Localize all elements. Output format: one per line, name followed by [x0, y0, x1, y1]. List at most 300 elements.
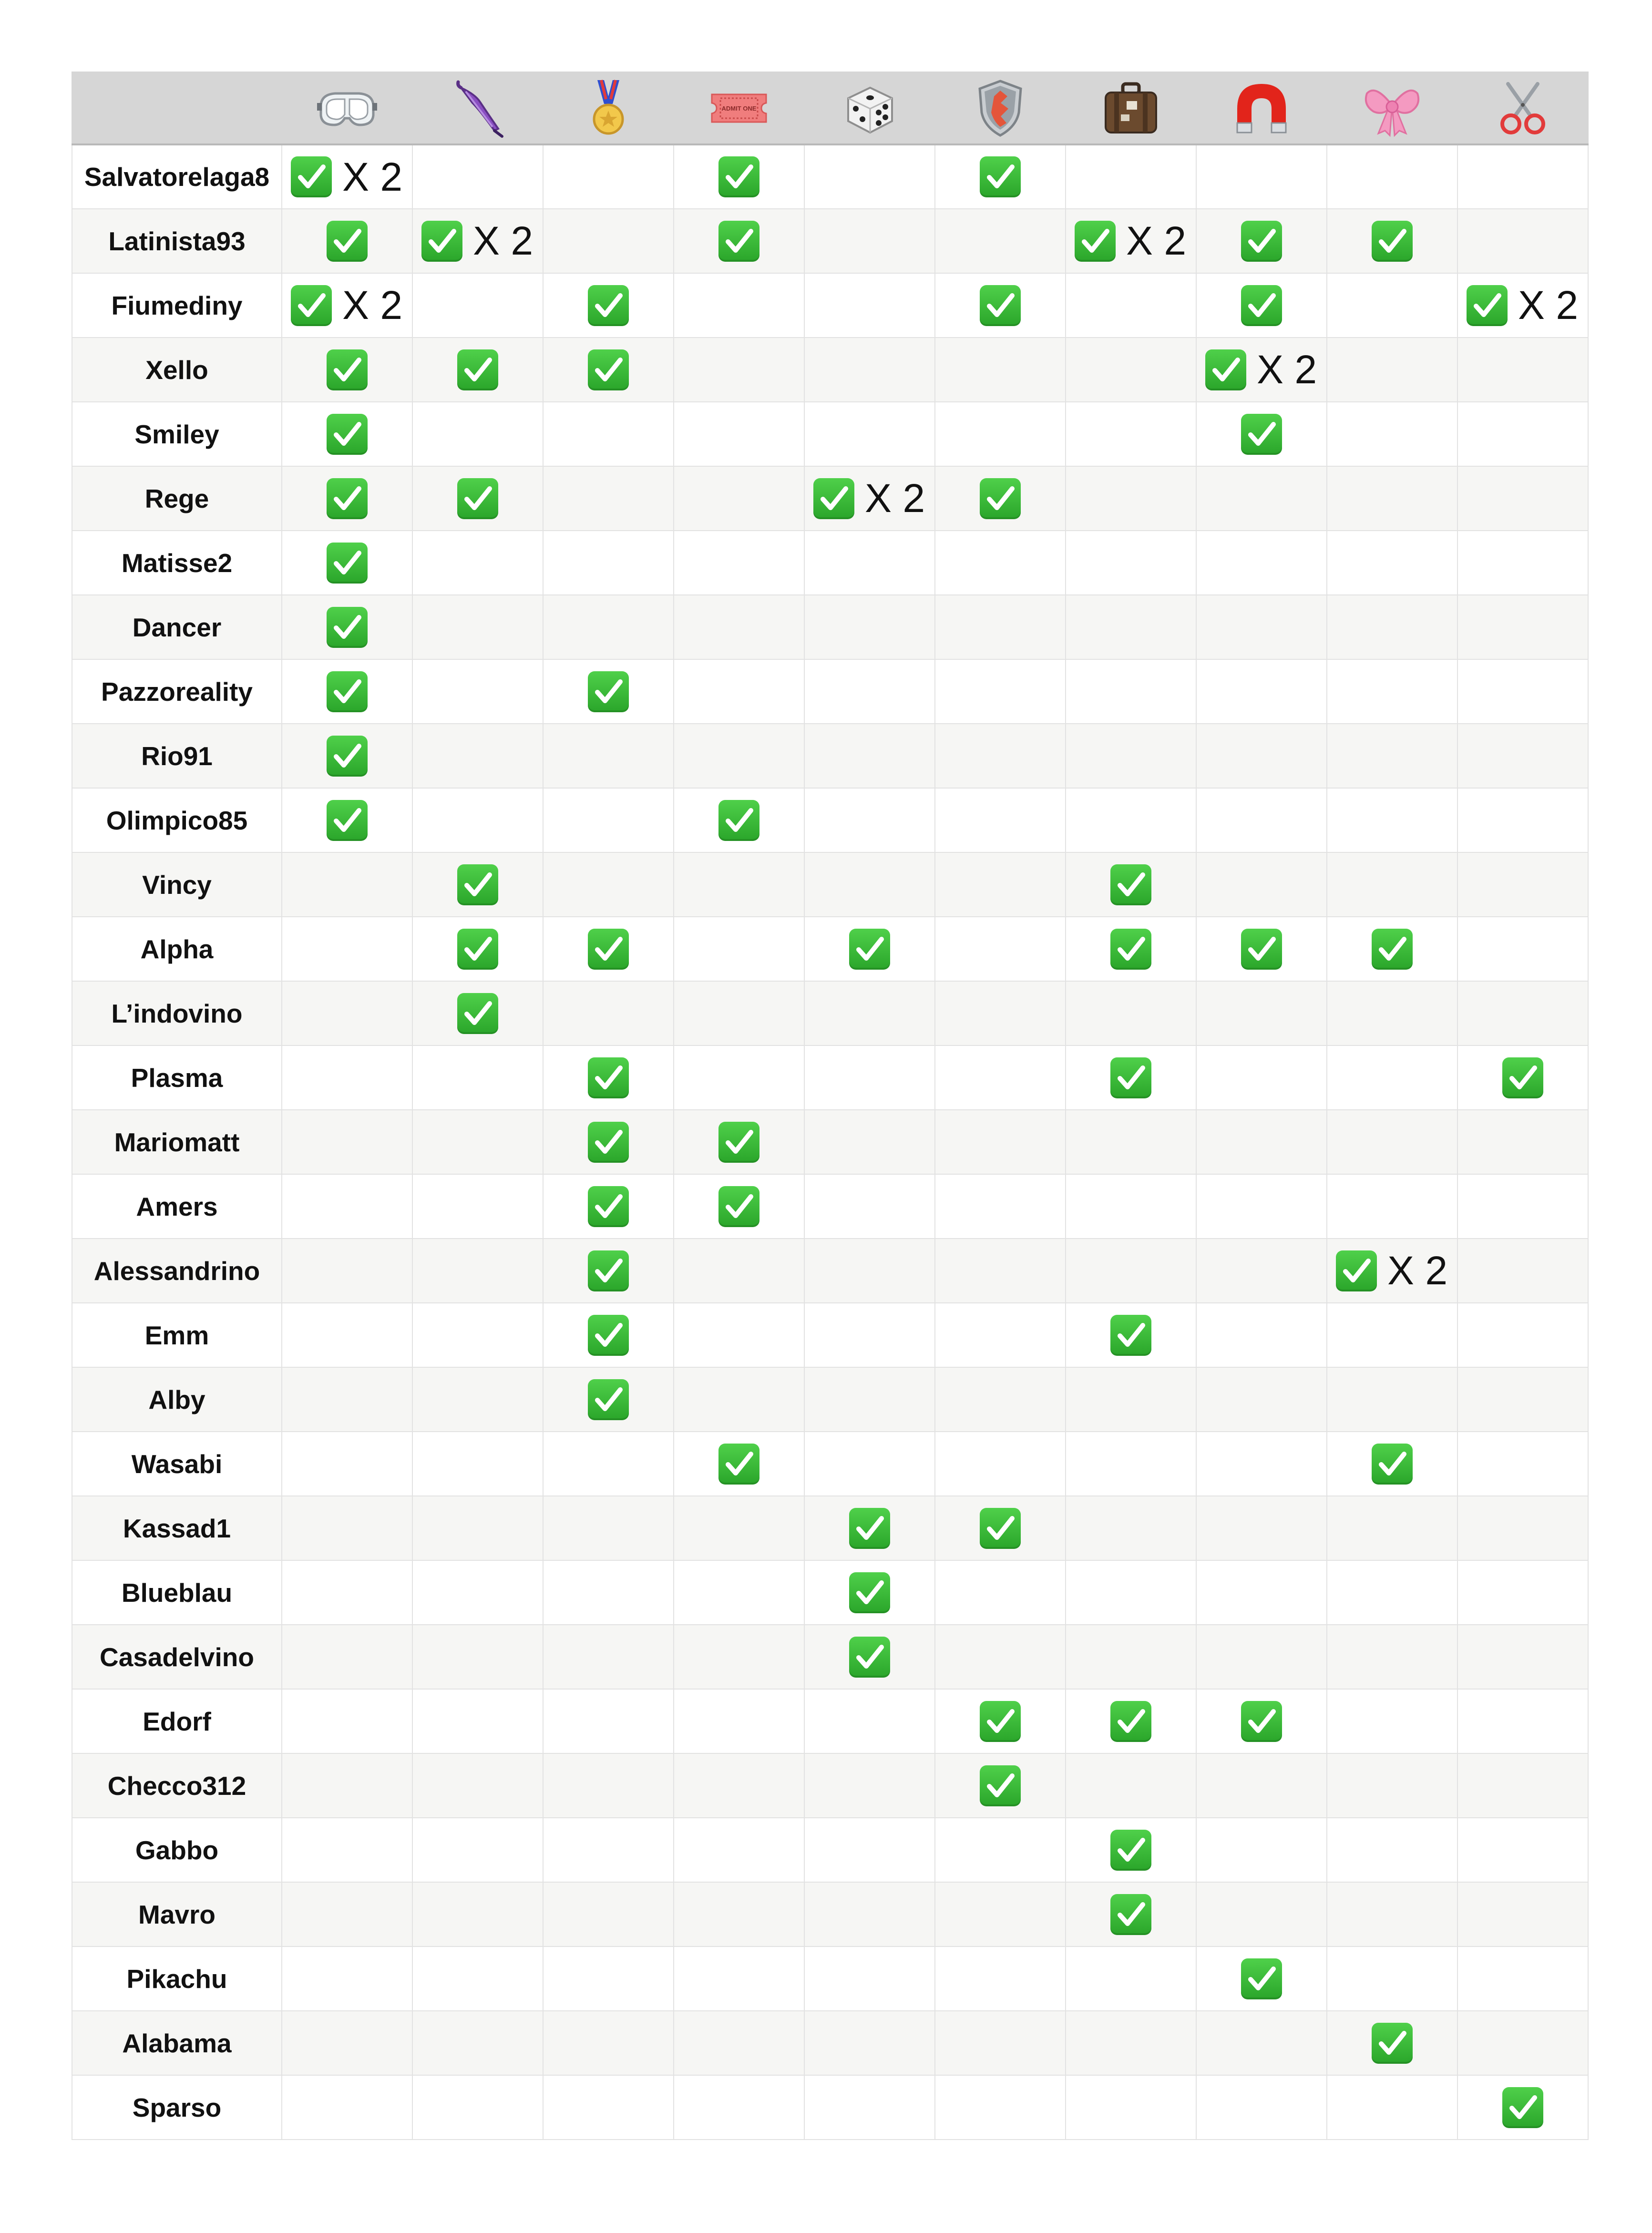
ribbon-bow-icon — [1361, 77, 1423, 139]
checkmark-icon — [718, 1186, 759, 1227]
checkmark-icon — [1241, 1958, 1282, 1999]
table-row — [72, 402, 1588, 466]
checkmark-icon — [457, 349, 498, 390]
table-cell — [1196, 1882, 1327, 1946]
table-cell — [1327, 2011, 1457, 2075]
table-cell — [935, 981, 1066, 1045]
table-cell — [543, 724, 674, 788]
table-cell — [1066, 273, 1196, 338]
table-row — [72, 1432, 1588, 1496]
table-row — [72, 724, 1588, 788]
checkmark-icon — [457, 478, 498, 519]
checkmark-icon — [980, 285, 1021, 326]
checkmark-icon — [588, 929, 629, 970]
table-cell — [1196, 595, 1327, 659]
table-cell — [1196, 1367, 1327, 1432]
player-name: Olimpico85 — [72, 788, 282, 852]
table-cell — [935, 2075, 1066, 2140]
checkmark-icon — [327, 221, 368, 262]
table-cell — [674, 1496, 804, 1560]
table-cell — [1196, 209, 1327, 273]
column-header-ticket — [674, 72, 804, 144]
table-row — [72, 852, 1588, 917]
table-cell — [1327, 2075, 1457, 2140]
table-row — [72, 1753, 1588, 1818]
checkmark-icon — [327, 671, 368, 712]
table-cell — [1457, 1432, 1588, 1496]
table-cell — [1196, 466, 1327, 531]
checkmark-icon — [1110, 929, 1151, 970]
table-cell — [1327, 466, 1457, 531]
checkmark-icon — [718, 156, 759, 197]
table-cell — [1196, 2075, 1327, 2140]
column-header-goggles — [282, 72, 412, 144]
table-cell — [1196, 917, 1327, 981]
table-cell — [1457, 1818, 1588, 1882]
table-cell — [412, 402, 543, 466]
table-row — [72, 1045, 1588, 1110]
table-cell — [1327, 338, 1457, 402]
table-cell — [1327, 981, 1457, 1045]
table-cell — [1196, 1432, 1327, 1496]
table-cell — [282, 1625, 412, 1689]
table-row — [72, 788, 1588, 852]
table-row — [72, 1496, 1588, 1560]
table-cell — [1457, 1753, 1588, 1818]
shield-icon — [969, 77, 1031, 139]
table-cell — [1327, 1625, 1457, 1689]
checkmark-icon — [588, 1186, 629, 1227]
checkmark-icon — [588, 1315, 629, 1356]
table-cell — [543, 788, 674, 852]
table-cell — [1066, 1818, 1196, 1882]
multiplier-label: X 2 — [1387, 1248, 1448, 1293]
table-cell — [1066, 2011, 1196, 2075]
table-cell — [1457, 981, 1588, 1045]
table-row — [72, 1367, 1588, 1432]
table-cell — [804, 2011, 935, 2075]
checkmark-icon — [1110, 864, 1151, 905]
table-cell — [1457, 1110, 1588, 1174]
table-cell — [1196, 402, 1327, 466]
checkmark-icon — [1110, 1830, 1151, 1871]
player-name: Pazzoreality — [72, 659, 282, 724]
table-cell — [1066, 2075, 1196, 2140]
table-cell — [804, 852, 935, 917]
table-cell — [282, 981, 412, 1045]
table-cell — [1066, 338, 1196, 402]
table-cell — [935, 1946, 1066, 2011]
table-cell — [543, 1946, 674, 2011]
table-cell — [935, 531, 1066, 595]
table-cell — [543, 466, 674, 531]
table-cell — [1457, 1239, 1588, 1303]
table-row — [72, 1239, 1588, 1303]
table-row — [72, 273, 1588, 338]
checkmark-icon — [588, 349, 629, 390]
table-cell — [1327, 1689, 1457, 1753]
table-cell — [543, 1689, 674, 1753]
player-name: Fiumediny — [72, 273, 282, 338]
table-cell — [543, 2075, 674, 2140]
table-cell — [935, 1045, 1066, 1110]
table-cell — [1066, 1239, 1196, 1303]
table-cell — [804, 1303, 935, 1367]
table-cell — [412, 1110, 543, 1174]
table-cell — [804, 1560, 935, 1625]
table-cell — [674, 1625, 804, 1689]
player-name: Sparso — [72, 2075, 282, 2140]
table-cell — [804, 981, 935, 1045]
table-cell — [1457, 1560, 1588, 1625]
table-cell — [543, 338, 674, 402]
player-name: Alessandrino — [72, 1239, 282, 1303]
table-cell — [1196, 1689, 1327, 1753]
table-cell — [543, 1753, 674, 1818]
table-row — [72, 338, 1588, 402]
dice-icon — [839, 77, 901, 139]
table-cell — [282, 144, 412, 209]
table-cell — [1196, 1045, 1327, 1110]
table-cell — [1196, 273, 1327, 338]
table-cell — [1327, 1432, 1457, 1496]
table-cell — [1327, 144, 1457, 209]
table-cell — [674, 595, 804, 659]
table-cell — [282, 1560, 412, 1625]
player-name: Dancer — [72, 595, 282, 659]
table-cell — [412, 209, 543, 273]
checkmark-icon — [1241, 285, 1282, 326]
table-cell — [804, 531, 935, 595]
table-cell — [935, 144, 1066, 209]
table-row — [72, 1818, 1588, 1882]
table-cell — [674, 1753, 804, 1818]
player-name: Emm — [72, 1303, 282, 1367]
table-cell — [1457, 1946, 1588, 2011]
checkmark-icon — [1502, 1057, 1543, 1098]
table-cell — [1066, 1882, 1196, 1946]
table-cell — [543, 1367, 674, 1432]
player-name: Xello — [72, 338, 282, 402]
table-cell — [1196, 724, 1327, 788]
table-cell — [804, 1625, 935, 1689]
table-cell — [1066, 1946, 1196, 2011]
player-name: Mariomatt — [72, 1110, 282, 1174]
multiplier-label: X 2 — [342, 283, 403, 328]
table-cell — [804, 1110, 935, 1174]
table-cell — [1457, 852, 1588, 917]
checkmark-icon — [813, 478, 854, 519]
table-cell — [1457, 917, 1588, 981]
table-cell — [412, 1818, 543, 1882]
table-cell — [935, 1174, 1066, 1239]
table-row — [72, 1946, 1588, 2011]
table-cell — [1327, 1882, 1457, 1946]
table-cell — [282, 917, 412, 981]
table-cell — [674, 531, 804, 595]
player-name: Checco312 — [72, 1753, 282, 1818]
table-cell — [935, 466, 1066, 531]
column-header-ribbon-bow — [1327, 72, 1457, 144]
checkmark-icon — [1467, 285, 1508, 326]
table-cell — [1457, 531, 1588, 595]
checkmark-icon — [1241, 1701, 1282, 1742]
table-row — [72, 1689, 1588, 1753]
table-cell — [412, 1239, 543, 1303]
table-cell — [804, 1946, 935, 2011]
table-cell — [1066, 917, 1196, 981]
table-cell — [674, 852, 804, 917]
table-cell — [935, 852, 1066, 917]
table-cell — [1196, 1303, 1327, 1367]
player-name: Edorf — [72, 1689, 282, 1753]
table-row — [72, 1303, 1588, 1367]
table-cell — [804, 209, 935, 273]
table-cell — [804, 273, 935, 338]
table-cell — [1457, 338, 1588, 402]
table-cell — [1196, 1946, 1327, 2011]
table-cell — [674, 1432, 804, 1496]
table-cell — [935, 1753, 1066, 1818]
table-body — [72, 144, 1588, 2140]
checkmark-icon — [588, 285, 629, 326]
checkmark-icon — [1075, 221, 1116, 262]
table-cell — [412, 1689, 543, 1753]
table-cell — [1457, 144, 1588, 209]
table-cell — [282, 1689, 412, 1753]
table-cell — [1327, 1367, 1457, 1432]
table-cell — [282, 2011, 412, 2075]
table-cell — [1327, 852, 1457, 917]
checkmark-icon — [291, 156, 332, 197]
table-cell — [412, 917, 543, 981]
table-cell — [935, 2011, 1066, 2075]
table-cell — [804, 595, 935, 659]
column-header-magnet — [1196, 72, 1327, 144]
table-cell — [282, 1174, 412, 1239]
table-cell — [1066, 466, 1196, 531]
checkmark-icon — [980, 1508, 1021, 1549]
table-row — [72, 1882, 1588, 1946]
table-cell — [804, 1045, 935, 1110]
table-cell — [1457, 273, 1588, 338]
table-cell — [804, 724, 935, 788]
table-cell — [804, 1882, 935, 1946]
checkmark-icon — [1110, 1057, 1151, 1098]
player-name: Alpha — [72, 917, 282, 981]
checkmark-icon — [718, 1122, 759, 1163]
table-cell — [412, 2011, 543, 2075]
column-header-medal — [543, 72, 674, 144]
table-cell — [543, 1174, 674, 1239]
table-cell — [674, 338, 804, 402]
player-name: Alabama — [72, 2011, 282, 2075]
table-cell — [935, 1432, 1066, 1496]
table-row — [72, 144, 1588, 209]
table-cell — [674, 402, 804, 466]
column-header-shield — [935, 72, 1066, 144]
checkmark-icon — [980, 478, 1021, 519]
table-cell — [1196, 788, 1327, 852]
table-cell — [282, 1239, 412, 1303]
table-cell — [1327, 917, 1457, 981]
table-cell — [1066, 659, 1196, 724]
table-cell — [1327, 595, 1457, 659]
checkmark-icon — [588, 1057, 629, 1098]
checkmark-icon — [718, 221, 759, 262]
checkmark-icon — [849, 1637, 890, 1678]
table-cell — [674, 2011, 804, 2075]
table-cell — [674, 659, 804, 724]
column-header-scissors — [1457, 72, 1588, 144]
table-cell — [282, 402, 412, 466]
table-cell — [412, 981, 543, 1045]
table-row — [72, 917, 1588, 981]
table-cell — [804, 1367, 935, 1432]
checkmark-icon — [588, 1379, 629, 1420]
table-cell — [1196, 1110, 1327, 1174]
table-cell — [412, 1946, 543, 2011]
table-cell — [1066, 852, 1196, 917]
table-cell — [412, 144, 543, 209]
table-cell — [1066, 1303, 1196, 1367]
table-cell — [1066, 402, 1196, 466]
table-cell — [543, 1432, 674, 1496]
table-cell — [282, 1753, 412, 1818]
checkmark-icon — [1241, 221, 1282, 262]
table-cell — [412, 1560, 543, 1625]
table-cell — [1327, 659, 1457, 724]
table-row — [72, 1174, 1588, 1239]
checkmark-icon — [980, 1701, 1021, 1742]
table-cell — [1066, 531, 1196, 595]
table-cell — [1327, 1946, 1457, 2011]
table-row — [72, 981, 1588, 1045]
checkmark-icon — [327, 349, 368, 390]
table-cell — [412, 2075, 543, 2140]
table-cell — [1327, 1560, 1457, 1625]
player-name: Kassad1 — [72, 1496, 282, 1560]
player-name: Latinista93 — [72, 209, 282, 273]
table-cell — [1327, 273, 1457, 338]
table-cell — [804, 2075, 935, 2140]
table-cell — [1457, 1174, 1588, 1239]
table-cell — [935, 917, 1066, 981]
checkmark-icon — [588, 1122, 629, 1163]
table-cell — [543, 981, 674, 1045]
checkmark-icon — [291, 285, 332, 326]
table-cell — [674, 1882, 804, 1946]
table-cell — [935, 209, 1066, 273]
player-name: Matisse2 — [72, 531, 282, 595]
table-row — [72, 2011, 1588, 2075]
table-cell — [1196, 981, 1327, 1045]
player-name: Smiley — [72, 402, 282, 466]
table-cell — [674, 1367, 804, 1432]
table-cell — [935, 1818, 1066, 1882]
table-cell — [412, 724, 543, 788]
table-cell — [804, 338, 935, 402]
table-cell — [1196, 1753, 1327, 1818]
table-cell — [935, 402, 1066, 466]
table-cell — [412, 1625, 543, 1689]
checkmark-icon — [327, 736, 368, 777]
table-cell — [1066, 1753, 1196, 1818]
table-cell — [412, 788, 543, 852]
table-cell — [674, 466, 804, 531]
table-cell — [804, 1496, 935, 1560]
table-cell — [412, 531, 543, 595]
table-cell — [282, 1045, 412, 1110]
table-cell — [1066, 1045, 1196, 1110]
table-cell — [543, 209, 674, 273]
table-cell — [935, 1496, 1066, 1560]
table-cell — [543, 1560, 674, 1625]
table-cell — [935, 1110, 1066, 1174]
table-cell — [412, 1496, 543, 1560]
table-cell — [543, 2011, 674, 2075]
table-cell — [804, 1174, 935, 1239]
table-cell — [1066, 1625, 1196, 1689]
header-row — [72, 72, 1588, 144]
table-cell — [412, 595, 543, 659]
table-row — [72, 595, 1588, 659]
medal-icon — [577, 77, 639, 139]
checkmark-icon — [1110, 1701, 1151, 1742]
table-cell — [674, 981, 804, 1045]
checkmark-icon — [1372, 929, 1413, 970]
table-cell — [543, 1045, 674, 1110]
suitcase-icon — [1100, 77, 1162, 139]
table-cell — [804, 1432, 935, 1496]
table-cell — [674, 2075, 804, 2140]
table-cell — [412, 273, 543, 338]
table-cell — [1457, 2011, 1588, 2075]
table-cell — [935, 1560, 1066, 1625]
table-cell — [804, 1689, 935, 1753]
tally-table — [72, 72, 1589, 2140]
table-cell — [674, 917, 804, 981]
table-cell — [543, 595, 674, 659]
multiplier-label: X 2 — [865, 476, 925, 521]
checkmark-icon — [327, 543, 368, 584]
table-cell — [935, 1367, 1066, 1432]
table-cell — [1196, 852, 1327, 917]
column-header-suitcase — [1066, 72, 1196, 144]
table-cell — [1457, 788, 1588, 852]
table-cell — [674, 1110, 804, 1174]
checkmark-icon — [1110, 1315, 1151, 1356]
table-cell — [1327, 531, 1457, 595]
table-cell — [282, 338, 412, 402]
table-cell — [412, 1882, 543, 1946]
table-cell — [674, 1045, 804, 1110]
table-cell — [543, 1496, 674, 1560]
table-cell — [543, 1625, 674, 1689]
checkmark-icon — [327, 607, 368, 648]
table-cell — [804, 402, 935, 466]
table-cell — [1066, 144, 1196, 209]
table-cell — [412, 466, 543, 531]
table-cell — [412, 1174, 543, 1239]
table-cell — [1327, 209, 1457, 273]
table-cell — [282, 531, 412, 595]
table-cell — [1457, 1303, 1588, 1367]
player-name: Rege — [72, 466, 282, 531]
checkmark-icon — [849, 1508, 890, 1549]
checkmark-icon — [457, 864, 498, 905]
table-cell — [543, 1110, 674, 1174]
